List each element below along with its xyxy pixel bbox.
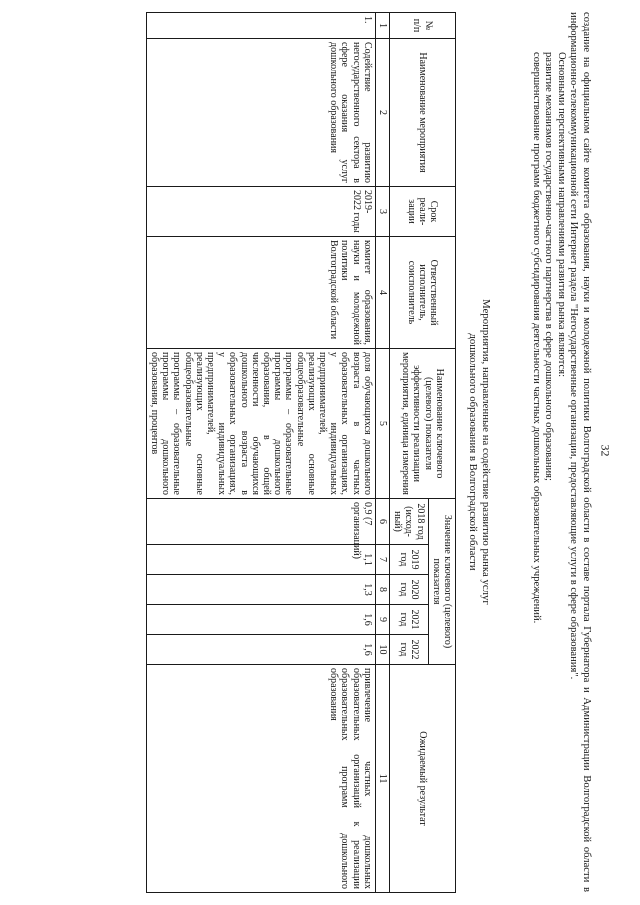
row-value-2021: 1,6 bbox=[146, 605, 375, 635]
heading-line-1: Мероприятия, направленные на содействие развитию рынка услуг bbox=[480, 299, 492, 605]
col-number: 3 bbox=[375, 187, 389, 237]
header-executor: Ответственный исполнитель, соисполнитель bbox=[389, 237, 455, 349]
measures-table bbox=[146, 12, 456, 893]
col-number: 11 bbox=[375, 665, 389, 893]
col-number: 5 bbox=[375, 349, 389, 499]
intro-paragraph-2: Основными перспективными направлениями развития рынка являются: bbox=[556, 52, 567, 378]
col-number: 2 bbox=[375, 39, 389, 187]
column-number-row bbox=[375, 13, 389, 893]
page-number: 32 bbox=[598, 444, 613, 457]
intro-paragraph-1: создание на официальном сайте комитета образования, науки и молодежной политики Волгоградской области в составе портала Губернатора и Администрации Волгоградской области в информационно-телекоммуникационной сети Интернет раздела "Негосударственные организации, предоставляющие услуги в сфере образования". bbox=[568, 12, 592, 892]
header-year-2018: 2018 год (исход-ный) bbox=[389, 499, 428, 545]
table-row bbox=[146, 13, 375, 893]
col-number: 8 bbox=[375, 575, 389, 605]
col-number: 6 bbox=[375, 499, 389, 545]
row-value-2020: 1,3 bbox=[146, 575, 375, 605]
header-row-1 bbox=[428, 13, 455, 893]
header-year-2019: 2019 год bbox=[389, 545, 428, 575]
rotated-page-content bbox=[0, 12, 592, 892]
row-value-2019: 1,1 bbox=[146, 545, 375, 575]
col-number: 7 bbox=[375, 545, 389, 575]
header-year-2021: 2021 год bbox=[389, 605, 428, 635]
header-result: Ожидаемый результат bbox=[389, 665, 455, 893]
header-year-2020: 2020 год bbox=[389, 575, 428, 605]
col-number: 4 bbox=[375, 237, 389, 349]
intro-text bbox=[530, 12, 593, 892]
header-indicator: Наименование ключевого (целевого) показателя эффективности реализации мероприятия, единица измерения bbox=[389, 349, 455, 499]
row-measure-name: Содействие развитию негосударственного сектора в сфере оказания услуг дошкольного образования bbox=[146, 39, 375, 187]
header-num: № п/п bbox=[389, 13, 455, 39]
header-values-group: Значение ключевого (целевого) показателя bbox=[428, 499, 455, 665]
col-number: 9 bbox=[375, 605, 389, 635]
col-number: 1 bbox=[375, 13, 389, 39]
heading-line-2: дошкольного образования в Волгоградской области bbox=[467, 333, 479, 571]
row-expected-result: привлечение частных дошкольных образовательных организаций к реализации образовательных программ дошкольного образования bbox=[146, 665, 375, 893]
col-number: 10 bbox=[375, 635, 389, 665]
row-value-2022: 1,6 bbox=[146, 635, 375, 665]
section-heading bbox=[466, 12, 492, 892]
intro-paragraph-4: совершенствование программ бюджетного субсидирования деятельности частных дошкольных образовательных учреждений. bbox=[531, 52, 542, 624]
row-indicator: доля обучающихся дошкольного возраста в частных образовательных организациях, у индивидуальных предпринимателей, реализующих основные общеобразовательные программы – образовательные программы дошкольного образования, в общей численности обучающихся дошкольного возраста в образовательных организациях, у индивидуальных предпринимателей, реализующих основные общеобразовательные программы – образовательные программы дошкольного образования, процентов bbox=[146, 349, 375, 499]
row-num: 1. bbox=[146, 13, 375, 39]
row-term: 2019-2022 годы bbox=[146, 187, 375, 237]
row-executor: комитет образования, науки и молодежной политики Волгоградской области bbox=[146, 237, 375, 349]
row-value-2018: 0,9 (7 организаций) bbox=[146, 499, 375, 545]
header-year-2022: 2022 год bbox=[389, 635, 428, 665]
header-name: Наименование мероприятия bbox=[389, 39, 455, 187]
intro-paragraph-3: развитие механизмов государственно-частного партнерства в сфере дошкольного образования; bbox=[543, 52, 555, 481]
header-term: Срок реали-зации bbox=[389, 187, 455, 237]
